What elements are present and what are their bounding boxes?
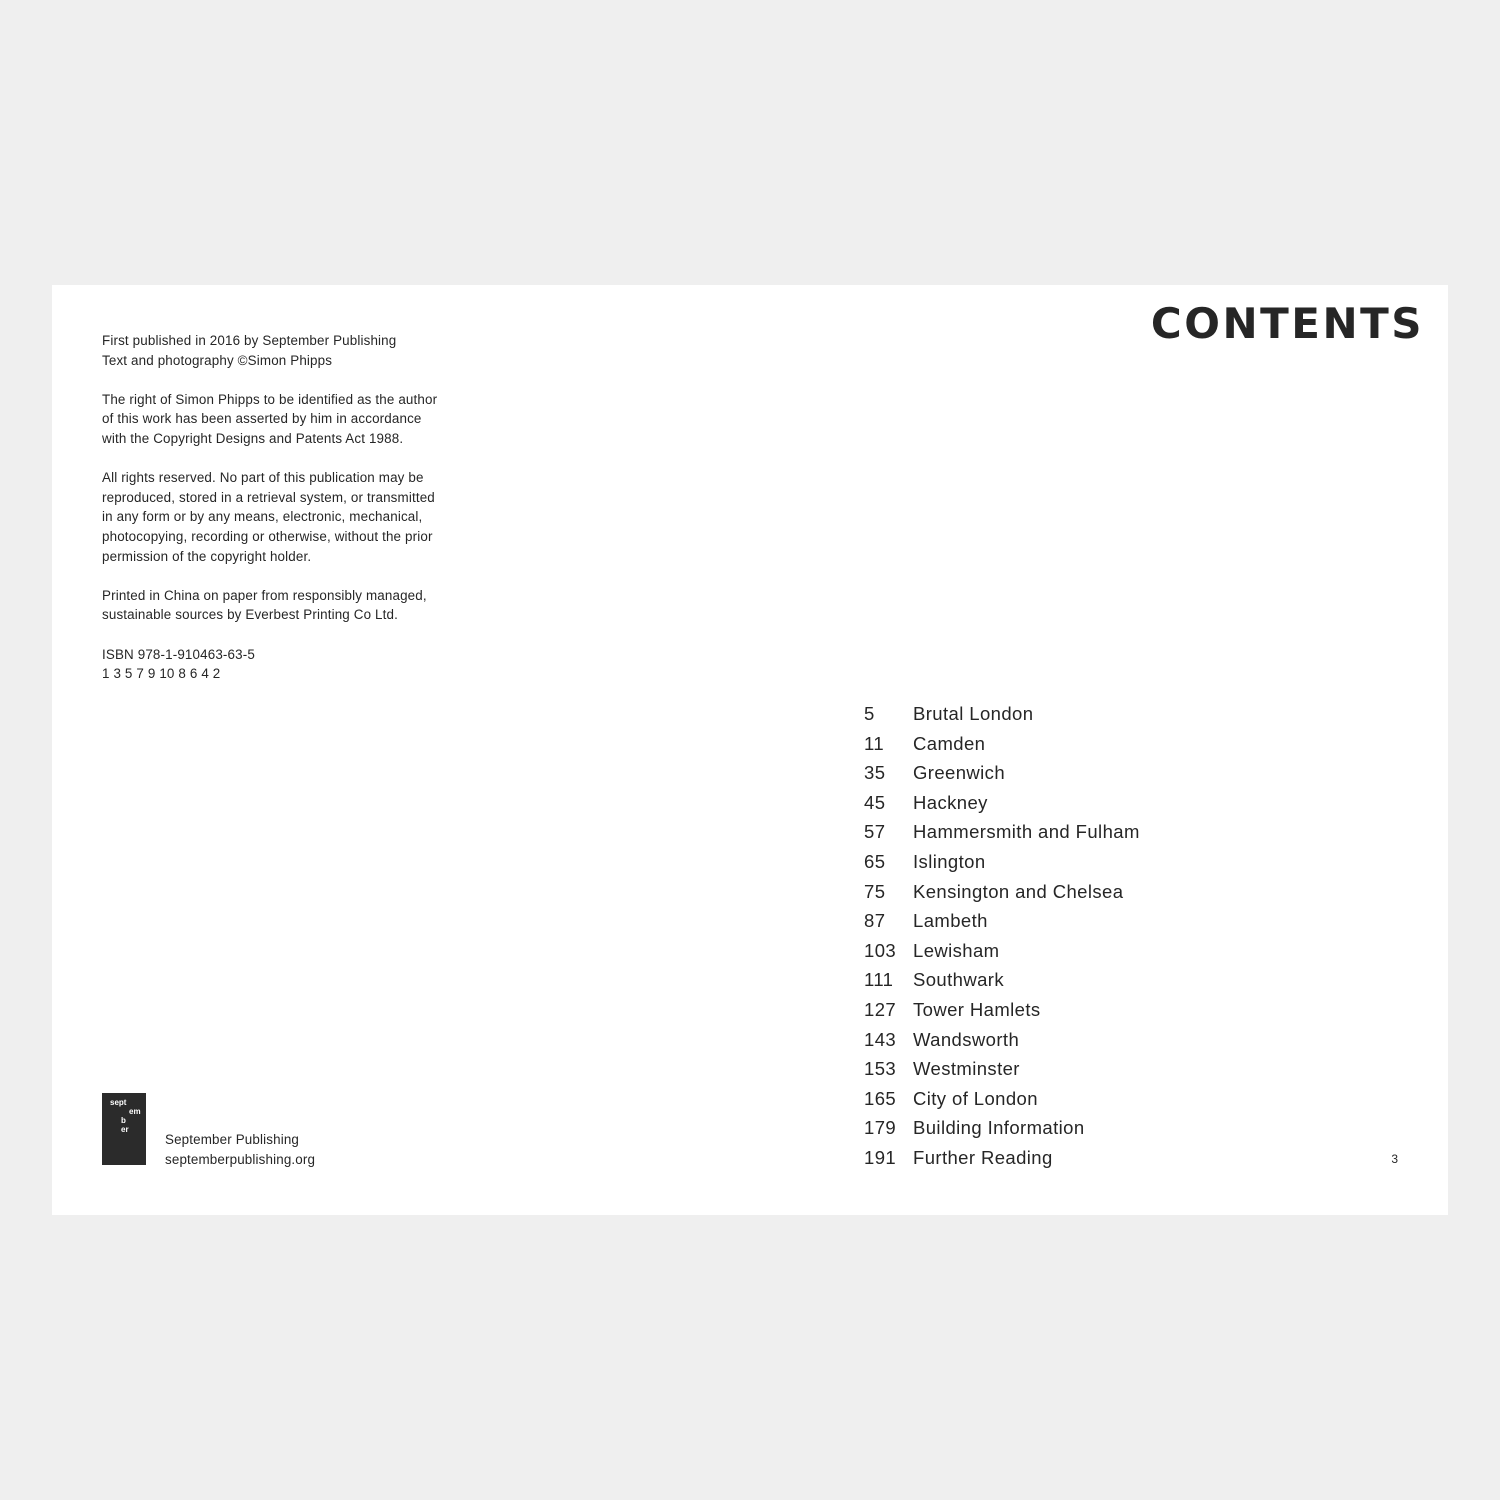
imprint-line: Printed in China on paper from responsibly managed, <box>102 587 427 603</box>
toc-title: Islington <box>913 850 986 872</box>
toc-page-number: 179 <box>864 1117 897 1139</box>
toc-page-number: 111 <box>864 969 894 991</box>
toc-page-number: 75 <box>864 880 886 902</box>
imprint-line: Text and photography ©Simon Phipps <box>102 352 333 368</box>
logo-text: em <box>129 1107 141 1116</box>
imprint-paragraph <box>102 645 522 684</box>
toc-entry <box>864 1113 1140 1143</box>
imprint-line: sustainable sources by Everbest Printing Co Ltd. <box>102 607 398 623</box>
toc-page-number: 35 <box>864 762 886 784</box>
toc-title: City of London <box>913 1087 1038 1109</box>
toc-page-number: 11 <box>864 732 885 754</box>
toc-title: Camden <box>913 732 986 754</box>
toc-page-number: 5 <box>864 703 875 724</box>
logo-text: b <box>121 1116 126 1125</box>
toc-page-number: 45 <box>864 791 886 813</box>
imprint-line: in any form or by any means, electronic, mechanical, <box>102 509 423 525</box>
imprint-line: First published in 2016 by September Publishing <box>102 333 397 348</box>
imprint-line: photocopying, recording or otherwise, without the prior <box>102 528 433 544</box>
toc-entry <box>864 699 1140 729</box>
toc-title: Brutal London <box>913 703 1034 724</box>
toc-entry <box>864 847 1140 877</box>
page-title: CONTENTS <box>1150 299 1424 348</box>
imprint-line: reproduced, stored in a retrieval system, or transmitted <box>102 489 435 505</box>
toc-title: Further Reading <box>913 1146 1053 1168</box>
toc-page-number: 65 <box>864 850 886 872</box>
imprint-line: All rights reserved. No part of this publication may be <box>102 470 424 486</box>
toc-title: Building Information <box>913 1117 1085 1139</box>
publisher-logo <box>102 1093 146 1165</box>
toc-entry <box>864 729 1140 759</box>
toc-page-number: 87 <box>864 910 886 932</box>
imprint-line: of this work has been asserted by him in accordance <box>102 411 422 427</box>
toc-title: Kensington and Chelsea <box>913 880 1124 902</box>
toc-page-number: 153 <box>864 1058 897 1080</box>
toc-page-number: 165 <box>864 1087 897 1109</box>
toc-page-number: 103 <box>864 939 897 961</box>
toc-entry <box>864 995 1140 1025</box>
imprint-paragraph <box>102 331 522 370</box>
toc-title: Lewisham <box>913 939 1000 961</box>
toc-title: Greenwich <box>913 762 1006 784</box>
toc-title: Hackney <box>913 791 988 813</box>
toc-entry <box>864 936 1140 966</box>
logo-text: er <box>121 1125 129 1134</box>
publisher-name: September Publishing <box>165 1132 300 1147</box>
toc-title: Southwark <box>913 969 1005 991</box>
toc-page-number: 191 <box>864 1146 897 1168</box>
toc-page-number: 143 <box>864 1028 897 1050</box>
toc-entry <box>864 1143 1140 1173</box>
toc-page-number: 127 <box>864 998 897 1020</box>
right-page <box>750 285 1448 1215</box>
page-number: 3 <box>1391 1152 1398 1166</box>
copyright-imprint <box>102 331 522 703</box>
publisher-info <box>165 1130 315 1170</box>
imprint-line: permission of the copyright holder. <box>102 548 312 564</box>
publisher-url: septemberpublishing.org <box>165 1152 316 1167</box>
imprint-paragraph <box>102 468 522 566</box>
left-page <box>52 285 750 1215</box>
table-of-contents <box>864 699 1140 1173</box>
toc-title: Westminster <box>913 1058 1020 1080</box>
toc-title: Lambeth <box>913 910 988 932</box>
book-spread <box>52 285 1448 1215</box>
toc-entry <box>864 965 1140 995</box>
toc-entry <box>864 1054 1140 1084</box>
toc-entry <box>864 817 1140 847</box>
imprint-paragraph <box>102 390 522 449</box>
imprint-line: The right of Simon Phipps to be identified as the author <box>102 391 438 407</box>
toc-entry <box>864 758 1140 788</box>
toc-title: Wandsworth <box>913 1028 1020 1050</box>
imprint-line: with the Copyright Designs and Patents Act 1988. <box>102 430 404 446</box>
toc-entry <box>864 1084 1140 1114</box>
toc-entry <box>864 906 1140 936</box>
toc-entry <box>864 788 1140 818</box>
logo-text: sept <box>110 1098 127 1107</box>
toc-title: Tower Hamlets <box>913 998 1041 1020</box>
toc-entry <box>864 1025 1140 1055</box>
toc-entry <box>864 877 1140 907</box>
isbn: ISBN 978-1-910463-63-5 <box>102 646 255 662</box>
toc-page-number: 57 <box>864 821 886 843</box>
printing-line: 1 3 5 7 9 10 8 6 4 2 <box>102 666 221 682</box>
toc-title: Hammersmith and Fulham <box>913 821 1140 843</box>
imprint-paragraph <box>102 586 522 625</box>
